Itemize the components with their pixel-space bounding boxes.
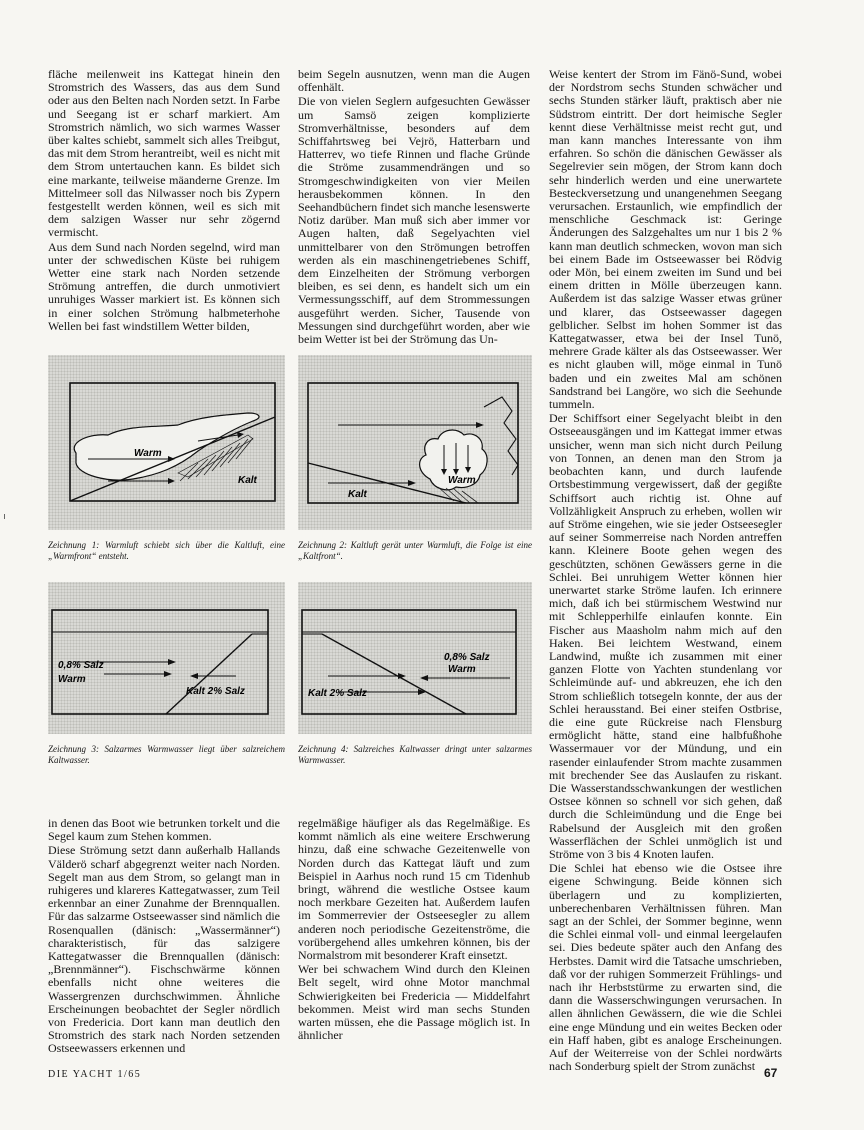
column-1-top [48, 68, 280, 333]
label-low-salinity: 0,8% Salz [58, 660, 104, 671]
label-cold-high-salinity: Kalt 2% Salz [308, 688, 367, 699]
cold-front-diagram [298, 355, 532, 530]
figure-cold-front [298, 355, 532, 530]
paragraph: Diese Strömung setzt dann außerhalb Hallands Välderö scharf abgegrenzt weiter nach Norden. Segelt man aus dem Strom, so gelangt man in ruhigeres und klareres Kattegatwasser, zum Teil erkennbar an einer Zunahme der Brennquallen. Für das salzarme Ostseewasser sind nämlich die Rosenquallen (dänisch: „Wassermänner“) charakteristisch, für das salzigere Kattegatwasser die Brennquallen (dänisch: „Brennmänner“). Fischschwärme können ebenfalls nicht ohne weiteres die Wassergrenzen durchschwimmen. Ähnliche Erscheinungen beobachtet der Segler nördlich von Fredericia. Dort kann man deutlich den Stromstrich des stark nach Norden setzenden Ostseewassers erkennen und [48, 843, 280, 1056]
figure-caption-2: Zeichnung 2: Kaltluft gerät unter Warmluft, die Folge ist eine „Kaltfront“. [298, 540, 532, 561]
label-cold-high-salinity: Kalt 2% Salz [186, 686, 245, 697]
figure-caption-4: Zeichnung 4: Salzreiches Kaltwasser dringt unter salzarmes Warmwasser. [298, 744, 532, 765]
paragraph: in denen das Boot wie betrunken torkelt und die Segel kaum zum Stehen kommen. [48, 816, 280, 844]
page-number: 67 [764, 1066, 778, 1080]
figure-salinity-warm-over-cold [48, 582, 285, 734]
label-warm: Warm [134, 448, 162, 459]
paragraph: regelmäßige häufiger als das Regelmäßige. Es kommt nämlich als eine weitere Erschwerung hinzu, daß eine schwache Gezeitenwelle von Norden durch das Kattegat läuft und zum Beispiel in Aarhus noch rund 15 cm Tidenhub bringt, während die westliche Ostsee kaum noch merkbare Gezeiten hat. Außerdem laufen im Sommerrevier der Ostseesegler zu allem anderen noch periodische Gezeitenströme, die vorübergehend alles umkehren können, bis der Normalstrom mit besonderer Kraft einsetzt. [298, 816, 530, 963]
column-1-bottom [48, 817, 280, 1056]
figure-warm-front [48, 355, 285, 530]
warm-front-diagram [48, 355, 285, 530]
paragraph: Die Schlei hat ebenso wie die Ostsee ihre eigene Schwingung. Beide können sich überlagern und zu komplizierten, unberechenbaren Verhältnissen führen. Man sagt an der Schlei, der Sommer beginne, wenn die Schlei einmal voll- und einmal leergelaufen sei. Dies bedeute später auch den Anfang des Herbstes. Damit wird die Tatsache umschrieben, daß vor der ruhigen Sommerzeit Frühlings- und nach ihr Herbststürme zu erwarten sind, die dann die Wasserschwingungen verursachen. In allen ähnlichen Gewässern, die wie die Schlei eine enge Mündung und ein weites Becken oder ein Haff haben, gibt es analoge Erscheinungen. Auf der Weiterreise von der Schlei nordwärts nach Sonderburg spielt der Strom zunächst [549, 861, 782, 1074]
paragraph: Aus dem Sund nach Norden segelnd, wird man unter der schwedischen Küste bei ruhigem Wetter eine stark nach Norden setzende Strömung antreffen, die durch unmotiviert unruhiges Wasser markiert ist. Es können sich in einer solchen Strömung halbmeterhohe Wellen bei fast windstillem Wetter bilden, [48, 239, 280, 333]
paragraph: fläche meilenweit ins Kattegat hinein den Stromstrich des Wassers, das aus dem Sund oder aus den Belten nach Norden setzt. In Farbe und Seegang ist er scharf markiert. Am Stromstrich nämlich, wo sich warmes Wasser über kaltes schiebt, sammelt sich alles Treibgut, das mit dem Strom herantreibt, weil es nicht mit dem Strom untertauchen kann. Es bildet sich eine markante, teilweise mäanderne Grenze. Im Mittelmeer soll das Nilwasser noch bis Zypern festgestellt werden können, weil es sich mit dem salzigen Wasser nur sehr zögernd vermischt. [48, 67, 280, 240]
figure-caption-1: Zeichnung 1: Warmluft schiebt sich über die Kaltluft, eine „Warmfront“ entsteht. [48, 540, 285, 561]
margin-mark [4, 514, 9, 519]
label-low-salinity: 0,8% Salz [444, 652, 490, 663]
salinity-diagram-4 [298, 582, 532, 734]
footer-magazine-issue: DIE YACHT 1/65 [48, 1069, 142, 1080]
column-2-top [298, 68, 530, 346]
column-2-bottom [298, 817, 530, 1042]
figure-salinity-cold-under-warm [298, 582, 532, 734]
paragraph: Die von vielen Seglern aufgesuchten Gewässer um Samsö zeigen komplizierte Stromverhältnisse, besonders auf dem Schiffahrtsweg bei Vejrö, Hatterbarn und Hatterrev, wo tiefe Rinnen und flache Gründe die Ströme zusammendrängen und so Stromgeschwindigkeiten von vier Meilen herausbekommen können. In den Seehandbüchern findet sich manche lesenswerte Notiz darüber. Man muß sich aber immer vor Augen halten, daß Segelyachten viel unmittelbarer von den Strömungen betroffen werden als ein maschinengetriebenes Schiff, dem Einzelheiten der Strömung verborgen bleiben, es sei denn, es handelt sich um ein Vermessungsschiff, auf dem Strommessungen ausgeführt werden. Sicher, Tausende von Messungen sind durchgeführt worden, aber wie beim Wetter ist bei der Strömung das Un- [298, 94, 530, 347]
label-warm: Warm [448, 664, 476, 675]
label-kalt: Kalt [238, 475, 257, 486]
paragraph: Weise kentert der Strom im Fänö-Sund, wobei der Nordstrom sechs Stunden schwächer und sechs Stunden stärker läuft, praktisch aber nie Südstrom eintritt. Der dort heimische Segler kennt diese Verhältnisse meist recht gut, und man kann manches Interessante von ihm erfahren. So schön die dänischen Gewässer als Segelrevier sein mögen, der Strom kann doch sehr hinderlich werden und eine unerwartete Besteckversetzung und unangenehmen Seegang verursachen. Erstaunlich, wie empfindlich der menschliche Geschmack ist: Geringe Änderungen des Salzgehaltes um nur 1 bis 2 % kann man deutlich schmecken, wovon man sich bei einem Bade im Ostseewasser bei Rödvig oder Mön, bei einem zweiten im Sund und bei einem dritten in Mölle überzeugen kann. Außerdem ist das salzige Wasser etwas grüner und klarer, das Ostseewasser dagegen gelblicher. Selbst im hohen Sommer ist das Kattegatwasser, etwa bei der Insel Tunö, mehrere Grade kälter als das Ostseewasser. Wer es nicht glauben will, möge einmal in Tunö baden und ein zweites Mal am schönen Sandstrand bei Langöre, wo sich die Seehunde tummeln. [549, 67, 782, 412]
paragraph: Wer bei schwachem Wind durch den Kleinen Belt segelt, wird ohne Motor manchmal Schwierigkeiten bei Fredericia — Middelfahrt bekommen. Meist wird man sechs Stunden warten müssen, ehe die Passage möglich ist. In ähnlicher [298, 962, 530, 1043]
label-kalt: Kalt [348, 489, 367, 500]
figure-caption-3: Zeichnung 3: Salzarmes Warmwasser liegt über salzreichem Kaltwasser. [48, 744, 285, 765]
label-warm: Warm [448, 475, 476, 486]
column-3 [549, 68, 782, 1073]
paragraph: Der Schiffsort einer Segelyacht bleibt in den Ostseeausgängen und im Kattegat immer etwas unsicher, wenn man sich nicht durch Peilung von Tonnen, an denen man den Strom ja beobachten kann, und durch laufende Ortsbestimmung vergewissert, daß der gegißte Schiffsort auch richtig ist. Ohne auf Vollzähligkeit Anspruch zu erheben, wollen wir auf Ströme eingehen, wie sie jeder Ostseesegler auf seiner Sommerreise nach Norden antreffen kann. Kleinere Boote gehen wegen des geschützten, schönen Gewässers gerne in die Schlei. Bei unruhigem Wetter können hier unerwartet starke Ströme laufen. Ich erinnere mich, daß ich bei stürmischem Westwind nur mit Schlepperhilfe einlaufen konnte. Ein Fischer aus Maasholm nahm mich auf den Haken. Bei leichtem Westwand, einem Landwind, mußte ich zusammen mit einer ganzen Flotte von Yachten stundenlang vor Schleimünde auf- und abkreuzen, ehe ich den Strom schließlich totsegeln konnte, der aus der Schlei herausstand. Bei einer steifen Ostbrise, die eine gute Rückreise nach Flensburg ermöglicht hätte, stand eine halbfußhohe Wassermauer vor der Mündung, und ein rasender einlaufender Strom machte zusammen mit brechender See das Auslaufen zu riskant. Die Wasserstandsschwankungen der westlichen Ostsee können so schnell vor sich gehen, daß durch die Schleimündung und die Enge bei Rabelsund der Ausgleich mit den großen Wasserflächen der Schlei unmöglich ist und Ströme von 3 bis 4 Knoten laufen. [549, 411, 782, 861]
label-warm: Warm [58, 674, 86, 685]
salinity-diagram-3 [48, 582, 285, 734]
paragraph: beim Segeln ausnutzen, wenn man die Augen offenhält. [298, 67, 530, 95]
